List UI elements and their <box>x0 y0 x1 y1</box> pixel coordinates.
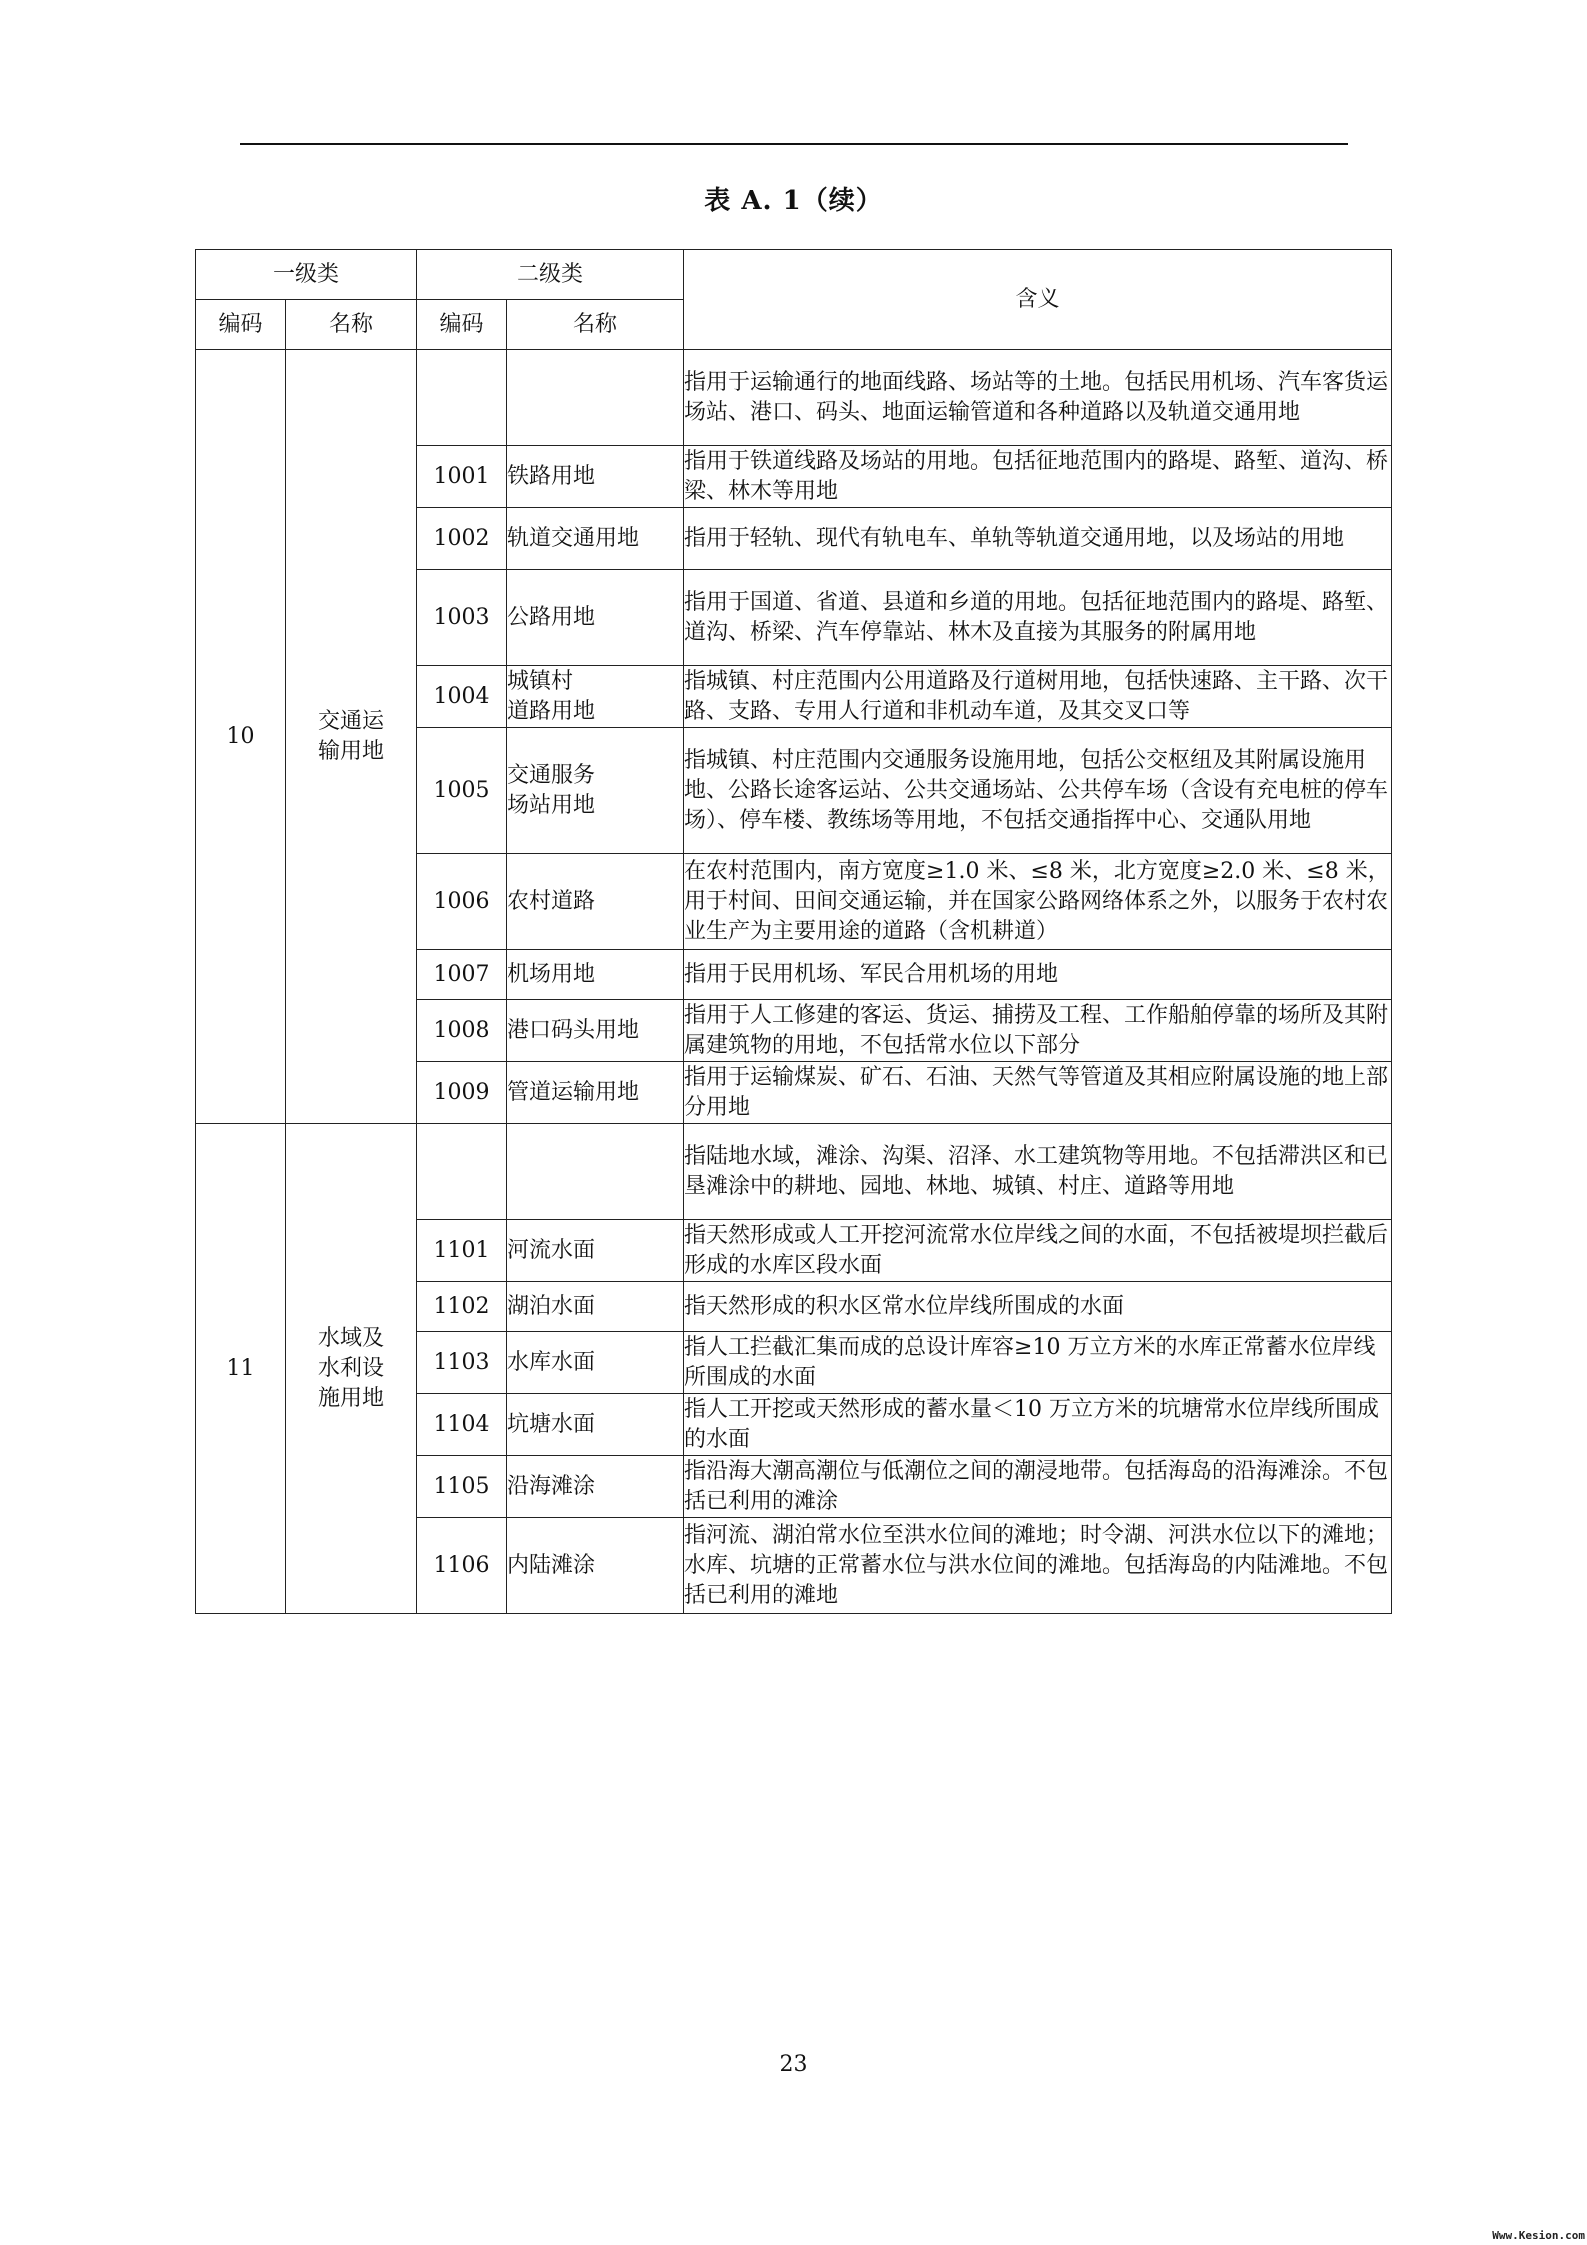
level2-name: 公路用地 <box>507 570 684 666</box>
header-meaning: 含义 <box>684 250 1392 350</box>
level2-description: 指用于民用机场、军民合用机场的用地 <box>684 950 1392 1000</box>
level2-code: 1003 <box>417 570 507 666</box>
level2-code: 1002 <box>417 508 507 570</box>
header-row-1 <box>196 250 1392 300</box>
header-level1-code: 编码 <box>196 300 286 350</box>
level2-name-empty <box>507 350 684 446</box>
table-body <box>196 250 1392 1614</box>
level2-code: 1006 <box>417 854 507 950</box>
level2-code: 1104 <box>417 1394 507 1456</box>
level2-name: 铁路用地 <box>507 446 684 508</box>
level2-name: 城镇村 道路用地 <box>507 666 684 728</box>
level1-name: 交通运 输用地 <box>286 350 417 1124</box>
level2-description: 指用于国道、省道、县道和乡道的用地。包括征地范围内的路堤、路堑、道沟、桥梁、汽车停靠站、林木及直接为其服务的附属用地 <box>684 570 1392 666</box>
level2-name: 交通服务 场站用地 <box>507 728 684 854</box>
level2-name: 河流水面 <box>507 1220 684 1282</box>
level2-code: 1001 <box>417 446 507 508</box>
level2-code: 1101 <box>417 1220 507 1282</box>
header-level1: 一级类 <box>196 250 417 300</box>
level1-description: 指陆地水域，滩涂、沟渠、沼泽、水工建筑物等用地。不包括滞洪区和已垦滩涂中的耕地、园地、林地、城镇、村庄、道路等用地 <box>684 1124 1392 1220</box>
group-row <box>196 1124 1392 1220</box>
header-level2: 二级类 <box>417 250 684 300</box>
level2-name: 管道运输用地 <box>507 1062 684 1124</box>
land-classification-table <box>195 249 1392 1614</box>
level2-name: 机场用地 <box>507 950 684 1000</box>
level2-code: 1009 <box>417 1062 507 1124</box>
level2-code: 1105 <box>417 1456 507 1518</box>
level2-description: 指人工开挖或天然形成的蓄水量＜10 万立方米的坑塘常水位岸线所围成的水面 <box>684 1394 1392 1456</box>
header-level2-code: 编码 <box>417 300 507 350</box>
level2-name: 轨道交通用地 <box>507 508 684 570</box>
level2-description: 指沿海大潮高潮位与低潮位之间的潮浸地带。包括海岛的沿海滩涂。不包括已利用的滩涂 <box>684 1456 1392 1518</box>
header-level2-name: 名称 <box>507 300 684 350</box>
level2-name: 内陆滩涂 <box>507 1518 684 1614</box>
level2-code: 1004 <box>417 666 507 728</box>
level2-description: 指城镇、村庄范围内公用道路及行道树用地，包括快速路、主干路、次干路、支路、专用人行道和非机动车道，及其交叉口等 <box>684 666 1392 728</box>
level2-description: 指用于轻轨、现代有轨电车、单轨等轨道交通用地，以及场站的用地 <box>684 508 1392 570</box>
level2-code: 1007 <box>417 950 507 1000</box>
table-title: 表 A. 1（续） <box>704 186 883 216</box>
level2-name: 水库水面 <box>507 1332 684 1394</box>
watermark-text: Www.Kesion.com <box>1492 2229 1585 2242</box>
level2-description: 指天然形成的积水区常水位岸线所围成的水面 <box>684 1282 1392 1332</box>
level2-description: 在农村范围内，南方宽度≥1.0 米、≤8 米，北方宽度≥2.0 米、≤8 米，用于村间、田间交通运输，并在国家公路网络体系之外，以服务于农村农业生产为主要用途的道路（含机耕道） <box>684 854 1392 950</box>
level2-code-empty <box>417 350 507 446</box>
level2-name: 沿海滩涂 <box>507 1456 684 1518</box>
level2-description: 指天然形成或人工开挖河流常水位岸线之间的水面，不包括被堤坝拦截后形成的水库区段水面 <box>684 1220 1392 1282</box>
level2-code: 1106 <box>417 1518 507 1614</box>
group-row <box>196 350 1392 446</box>
level2-name: 坑塘水面 <box>507 1394 684 1456</box>
land-classification-table-wrapper <box>195 249 1392 1614</box>
level1-description: 指用于运输通行的地面线路、场站等的土地。包括民用机场、汽车客货运场站、港口、码头、地面运输管道和各种道路以及轨道交通用地 <box>684 350 1392 446</box>
level2-name: 农村道路 <box>507 854 684 950</box>
level2-code: 1103 <box>417 1332 507 1394</box>
level1-code: 10 <box>196 350 286 1124</box>
level2-description: 指用于铁道线路及场站的用地。包括征地范围内的路堤、路堑、道沟、桥梁、林木等用地 <box>684 446 1392 508</box>
header-rule <box>240 143 1348 145</box>
level2-code-empty <box>417 1124 507 1220</box>
level2-code: 1008 <box>417 1000 507 1062</box>
level2-name: 湖泊水面 <box>507 1282 684 1332</box>
level1-code: 11 <box>196 1124 286 1614</box>
level2-name-empty <box>507 1124 684 1220</box>
level2-description: 指用于运输煤炭、矿石、石油、天然气等管道及其相应附属设施的地上部分用地 <box>684 1062 1392 1124</box>
level2-code: 1005 <box>417 728 507 854</box>
level2-description: 指城镇、村庄范围内交通服务设施用地，包括公交枢纽及其附属设施用地、公路长途客运站、公共交通场站、公共停车场（含设有充电桩的停车场）、停车楼、教练场等用地，不包括交通指挥中心、交通队用地 <box>684 728 1392 854</box>
page-number: 23 <box>779 2052 808 2077</box>
level1-name: 水域及 水利设 施用地 <box>286 1124 417 1614</box>
level2-description: 指河流、湖泊常水位至洪水位间的滩地；时令湖、河洪水位以下的滩地；水库、坑塘的正常蓄水位与洪水位间的滩地。包括海岛的内陆滩地。不包括已利用的滩地 <box>684 1518 1392 1614</box>
level2-description: 指人工拦截汇集而成的总设计库容≥10 万立方米的水库正常蓄水位岸线所围成的水面 <box>684 1332 1392 1394</box>
level2-code: 1102 <box>417 1282 507 1332</box>
header-level1-name: 名称 <box>286 300 417 350</box>
level2-description: 指用于人工修建的客运、货运、捕捞及工程、工作船舶停靠的场所及其附属建筑物的用地，不包括常水位以下部分 <box>684 1000 1392 1062</box>
level2-name: 港口码头用地 <box>507 1000 684 1062</box>
